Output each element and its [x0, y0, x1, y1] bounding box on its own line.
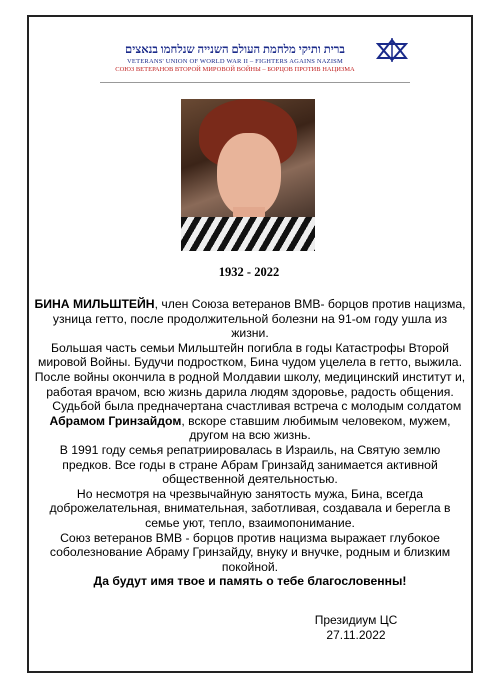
veterans-logo-icon	[376, 38, 408, 62]
closing-blessing: Да будут имя твое и память о тебе благословенны!	[93, 574, 407, 589]
obituary-paragraph-2: Большая часть семьи Мильштейн погибла в годы Катастрофы Второй мировой Войны. Будучи подростком, Бина чудом уцелела в гетто, выжила. После войны окончила в родной Молдавии школу, медицинский институт и, работая врачом, всю жизнь дарила людям здоровье, радость общения.	[34, 340, 466, 399]
obituary-paragraph-6: Союз ветеранов ВМВ - борцов против нацизма выражает глубокое соболезнование Абраму Гринзайду, внуку и внучке, родным и близким покойной.	[49, 530, 451, 574]
obituary-paragraph-1: БИНА МИЛЬШТЕЙН, член Союза ветеранов ВМВ- борцов против нацизма, узница гетто, после продолжительной болезни на 91-ом году ушла из жизни.	[34, 297, 466, 341]
signature-date: 27.11.2022	[326, 627, 386, 642]
obituary-paragraph-4: В 1991 году семья репатриировалась в Израиль, на Святую землю предков. Все годы в стране Абрам Гринзайд занимается активной общественной деятельностью.	[59, 442, 441, 487]
obituary-text	[34, 297, 466, 589]
portrait-photo	[181, 99, 315, 251]
signature-org: Президиум ЦС	[314, 613, 398, 627]
header-hebrew: ברית ותיקי מלחמת העולם השנייה שנלחמו בנאצים	[125, 44, 345, 56]
life-dates: 1932 - 2022	[218, 265, 280, 279]
spouse-name: Абрамом Гринзайдом	[49, 413, 182, 428]
obituary-paragraph-3: Судьбой была предначертана счастливая встреча с молодым солдатом Абрамом Гринзайдом, вскоре ставшим любимым человеком, мужем, другом на всю жизнь.	[49, 399, 462, 443]
signature-block	[296, 613, 416, 642]
header-english: VETERANS' UNION OF WORLD WAR II – FIGHTERS AGAINS NAZISM	[127, 58, 343, 65]
deceased-name: БИНА МИЛЬШТЕЙН	[34, 297, 155, 311]
header-divider	[100, 82, 410, 83]
header-russian: СОЮЗ ВЕТЕРАНОВ ВТОРОЙ МИРОВОЙ ВОЙНЫ – БОРЦОВ ПРОТИВ НАЦИЗМА	[115, 66, 355, 73]
obituary-paragraph-5: Но несмотря на чрезвычайную занятость мужа, Бина, всегда доброжелательная, внимательная, заботливая, создавала и берегла в семье уют, тепло, взаимопонимание.	[49, 486, 451, 530]
